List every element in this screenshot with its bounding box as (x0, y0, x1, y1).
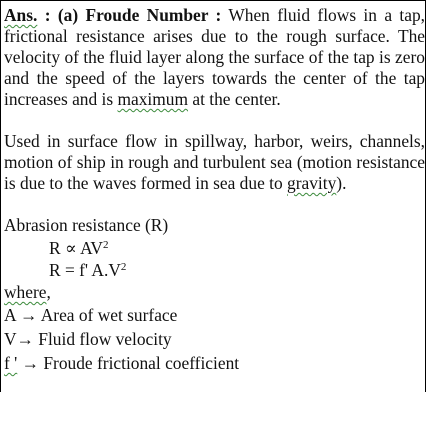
part-heading: (a) Froude Number : (57, 5, 222, 25)
f-prime-text: → Froude frictional coefficient (17, 353, 240, 373)
abrasion-heading: Abrasion resistance (R) (4, 215, 169, 235)
ans-colon: : (37, 5, 58, 25)
eq1-text: R ∝ AV (49, 238, 103, 258)
equation-proportional (49, 238, 108, 259)
maximum-word: maximum (117, 89, 189, 109)
f-prime-symbol: f ' (4, 353, 18, 373)
uses-paragraph (4, 131, 425, 194)
equation-resistance (49, 260, 126, 281)
where-punct: , (46, 282, 51, 302)
definition-froude-coefficient (4, 353, 239, 374)
eq1-exponent: 2 (102, 239, 109, 251)
intro-text: When fluid flows in a tap, frictional resistance arises due to the rough surface. The velocity of the fluid layer along the surface of the tap is zero and the speed of the layers towards the center of the tap increases and is (4, 5, 425, 109)
intro-end: at the center. (188, 89, 281, 109)
definition-area: A → Area of wet surface (4, 305, 178, 325)
ans-label: Ans. (4, 5, 38, 25)
uses-text: Used in surface flow in spillway, harbor, weirs, channels, motion of ship in rough and turbulent sea (motion resistance is due to the waves formed in sea due to (4, 131, 425, 193)
definition-velocity: V→ Fluid flow velocity (4, 329, 172, 349)
eq2-text: R = f' A.V (49, 260, 121, 280)
eq2-exponent: 2 (120, 261, 127, 273)
where-word: where (4, 282, 47, 302)
where-line (4, 282, 51, 303)
gravity-word: gravity (287, 173, 337, 193)
froude-definition-paragraph (4, 5, 425, 110)
uses-end: ). (336, 173, 347, 193)
